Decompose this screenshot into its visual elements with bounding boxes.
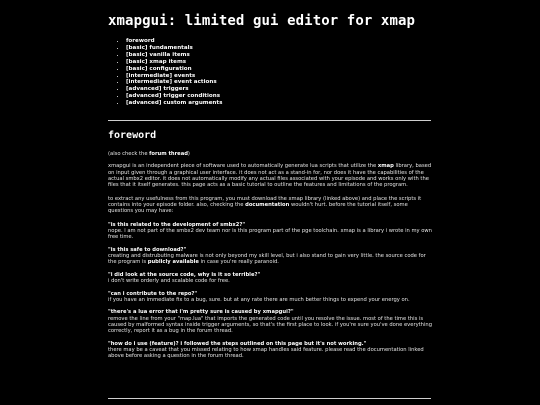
intro-paragraph: xmapgui is an independent piece of software used to automatically generate lua scripts that utilize the xmap library, based on input given through a graphical user interface. it does not act as a stand-in for, nor does it have the capabilities of the actual smbx2 editor. it does not automatically modify any actual files associated with your episode and works only with the files that it itself generates. this page acts as a basic tutorial to outline the features and limitations of the program. <box>108 163 432 189</box>
forum-thread-note: (also check the forum thread) <box>108 151 190 157</box>
faq-question: "can i contribute to the repo?" <box>108 290 198 297</box>
faq-question: "there's a lua error that i'm pretty sure is caused by xmapgui?" <box>108 309 294 316</box>
faq-question: "how do i use (feature)? i followed the steps outlined on this page but it's not working." <box>108 340 367 347</box>
faq-item <box>108 309 434 334</box>
faq-answer: there may be a caveat that you missed relating to how xmap handles said feature. please read the documentation linked above before asking a question in the forum thread. <box>108 346 424 360</box>
documentation-link[interactable]: documentation <box>245 202 290 209</box>
section-divider <box>108 120 431 121</box>
toc-item-basic-vanilla-items[interactable]: • [basic] vanilla items <box>126 52 222 59</box>
toc-item-advanced-triggers[interactable]: • [advanced] triggers <box>126 86 222 93</box>
faq-item <box>108 222 434 241</box>
faq-item <box>108 272 434 285</box>
section-heading-foreword: foreword <box>108 130 157 141</box>
forum-thread-link[interactable]: forum thread <box>149 151 188 157</box>
faq-item <box>108 341 434 360</box>
source-code-link[interactable]: publicly available <box>147 259 199 266</box>
faq-question: "i did look at the source code, why is it so terrible?" <box>108 271 261 278</box>
faq-item: "is this safe to download?" creating and distrubuting malware is not only beyond my skill level, but i also stand to gain very little. the source code for the program is publicly available in case you're really paranoid. <box>108 247 434 266</box>
toc-item-intermediate-events[interactable]: • [intermediate] events <box>126 73 222 80</box>
xmap-link[interactable]: xmap <box>377 163 394 170</box>
table-of-contents <box>118 38 222 107</box>
faq-answer: if you have an immediate fix to a bug, sure. but at any rate there are much better things to expend your energy on. <box>108 296 410 303</box>
faq-question: "is this related to the development of smbx2?" <box>108 221 246 228</box>
toc-item-intermediate-event-actions[interactable]: • [intermediate] event actions <box>126 79 222 86</box>
page-title: xmapgui: limited gui editor for xmap <box>108 13 416 29</box>
toc-item-basic-fundamentals[interactable]: • [basic] fundamentals <box>126 45 222 52</box>
faq-answer: remove the line from your "map.lua" that imports the generated code until you resolve the issue. most of the time this is caused by malformed syntax inside trigger arguments, so that's the first place to look. if you're sure you've done everything correctly, report it as a bug in the forum thread. <box>108 315 432 335</box>
faq-answer: nope. i am not part of the smbx2 dev team nor is this program part of the pge toolchain. xmap is a library i wrote in my own free time. <box>108 228 432 241</box>
section-divider-bottom <box>108 398 431 399</box>
toc-item-basic-configuration[interactable]: • [basic] configuration <box>126 66 222 73</box>
faq-question: "is this safe to download?" <box>108 246 187 253</box>
toc-item-basic-xmap-items[interactable]: • [basic] xmap items <box>126 59 222 66</box>
toc-item-advanced-trigger-conditions[interactable]: • [advanced] trigger conditions <box>126 93 222 100</box>
usage-paragraph: to extract any usefulness from this program, you must download the xmap library (linked above) and place the scripts it contains into your episode folder. also, checking the documentation wouldn't hurt. before the tutorial itself, some questions you may have: <box>108 195 422 215</box>
toc-item-foreword[interactable]: • foreword <box>126 38 222 45</box>
toc-item-advanced-custom-arguments[interactable]: • [advanced] custom arguments <box>126 100 222 107</box>
faq-item <box>108 291 434 304</box>
faq-answer: i don't write orderly and scalable code for free. <box>108 278 230 285</box>
foreword-content <box>108 151 434 366</box>
